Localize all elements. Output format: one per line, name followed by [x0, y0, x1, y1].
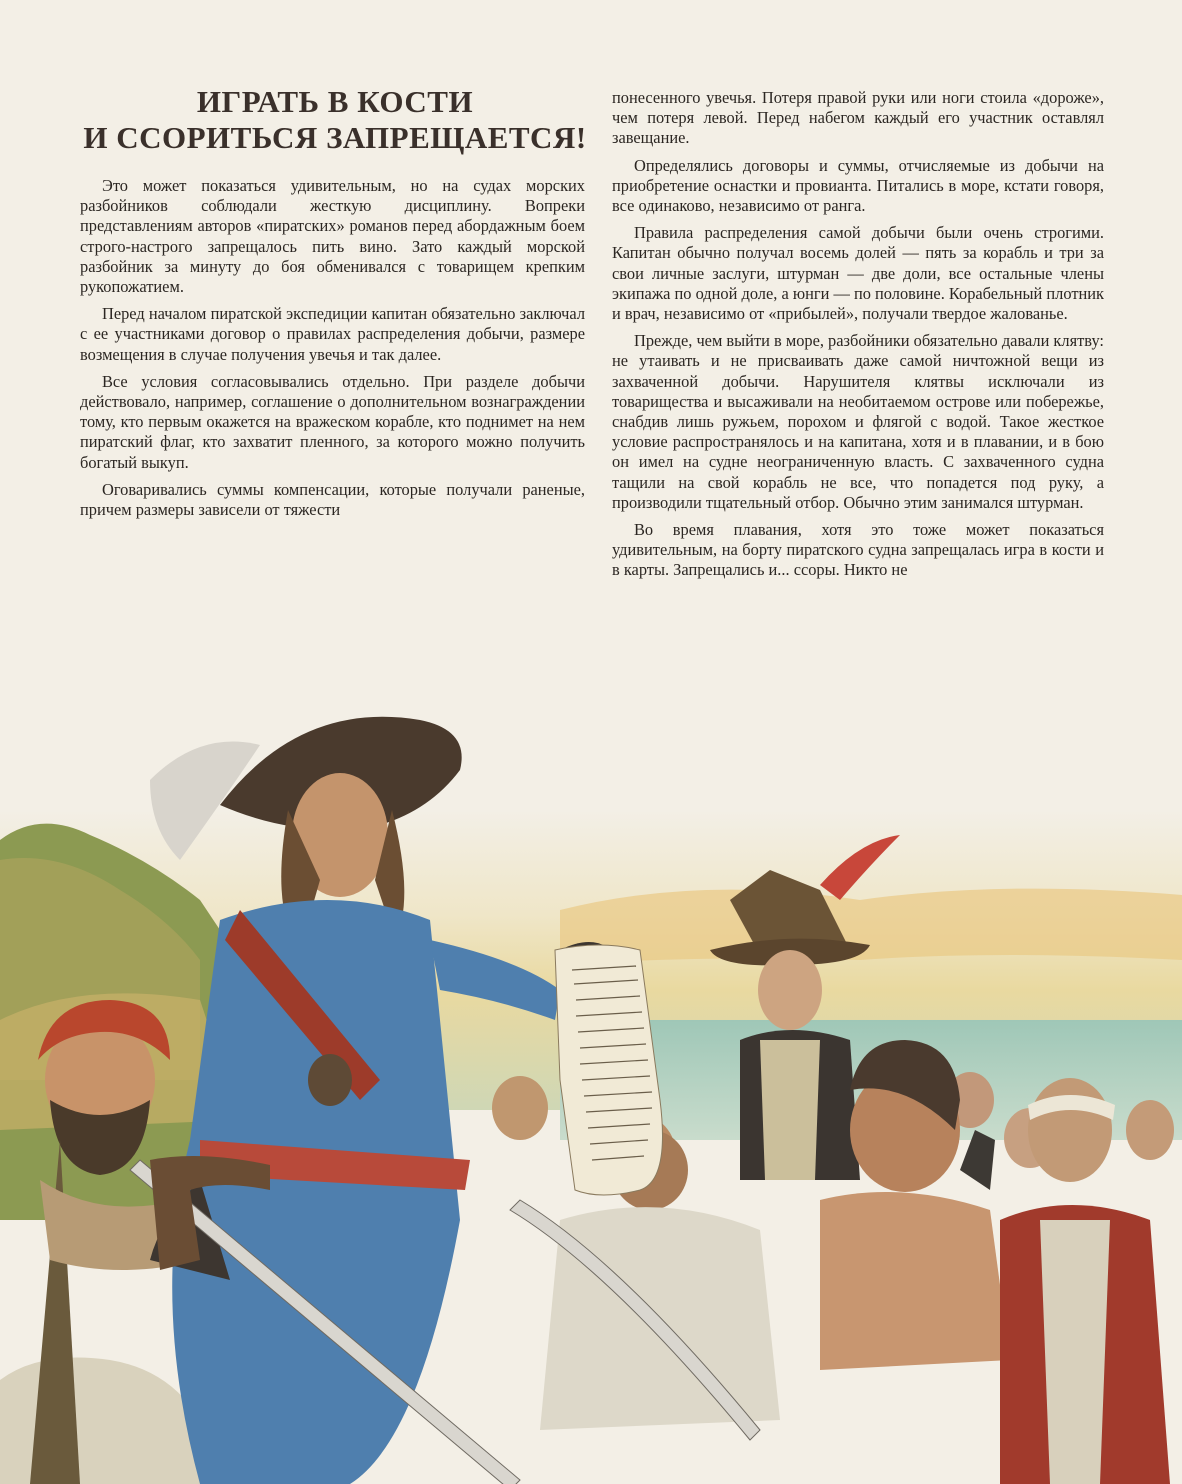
- title-line-2: И ССОРИТЬСЯ ЗАПРЕЩАЕТСЯ!: [83, 120, 587, 155]
- right-text-column: [612, 88, 1104, 588]
- paragraph: Оговаривались суммы компенсации, которые получали раненые, причем размеры зависели от тяжести: [80, 479, 585, 520]
- left-text-column: [80, 176, 585, 527]
- paragraph: Прежде, чем выйти в море, разбойники обязательно давали клятву: не утаивать и не присваивать даже самой ничтожной вещи из захваченной добычи. Нарушителя клятвы исключали из товарищества и высаживали на необитаемом острове или побережье, снабдив лишь ружьем, порохом и флягой с водой. Такое жесткое условие распространялось и на капитана, хотя и в плавании, и в бою он имел на судне неограниченную власть. С захваченного судна тащили на свой корабль не все, что попадется под руку, а производили тщательный отбор. Обычно этим занимался штурман.: [612, 331, 1104, 512]
- paragraph: Во время плавания, хотя это тоже может показаться удивительным, на борту пиратского судна запрещалась игра в кости и в карты. Запрещались и... ссоры. Никто не: [612, 520, 1104, 580]
- paragraph: Правила распределения самой добычи были очень строгими. Капитан обычно получал восемь долей — пять за корабль и три за свои личные заслуги, штурман — две доли, все остальные члены экипажа по одной доле, а юнги — по половине. Корабельный плотник и врач, независимо от «прибылей», получали твердое жалованье.: [612, 223, 1104, 324]
- paragraph-continued: понесенного увечья. Потеря правой руки или ноги стоила «дороже», чем потеря левой. Перед набегом каждый его участник оставлял завещание.: [612, 88, 1104, 148]
- paragraph: Определялись договоры и суммы, отчисляемые из добычи на приобретение оснастки и провианта. Питались в море, кстати говоря, все одинаково, независимо от ранга.: [612, 155, 1104, 216]
- pirates-illustration: [0, 660, 1182, 1484]
- paragraph: Перед началом пиратской экспедиции капитан обязательно заключал с ее участниками договор о правилах распределения добычи, размере возмещения в случае получения увечья и так далее.: [80, 304, 585, 364]
- paragraph: Это может показаться удивительным, но на судах морских разбойников соблюдали жесткую дисциплину. Вопреки представлениям авторов «пиратских» романов перед абордажным боем строго-настрого запрещалось пить вино. Зато каждый морской разбойник за минуту до боя обменивался с товарищем крепким рукопожатием.: [80, 176, 585, 297]
- paragraph: Все условия согласовывались отдельно. При разделе добычи действовало, например, соглашение о дополнительном вознаграждении тому, кто первым окажется на вражеском корабле, кто поднимет на нем пиратский флаг, кто захватит пленного, за которого можно получить богатый выкуп.: [80, 371, 585, 472]
- page-title: [80, 84, 590, 156]
- cloud-band: [560, 889, 1182, 965]
- title-line-1: ИГРАТЬ В КОСТИ: [196, 84, 474, 119]
